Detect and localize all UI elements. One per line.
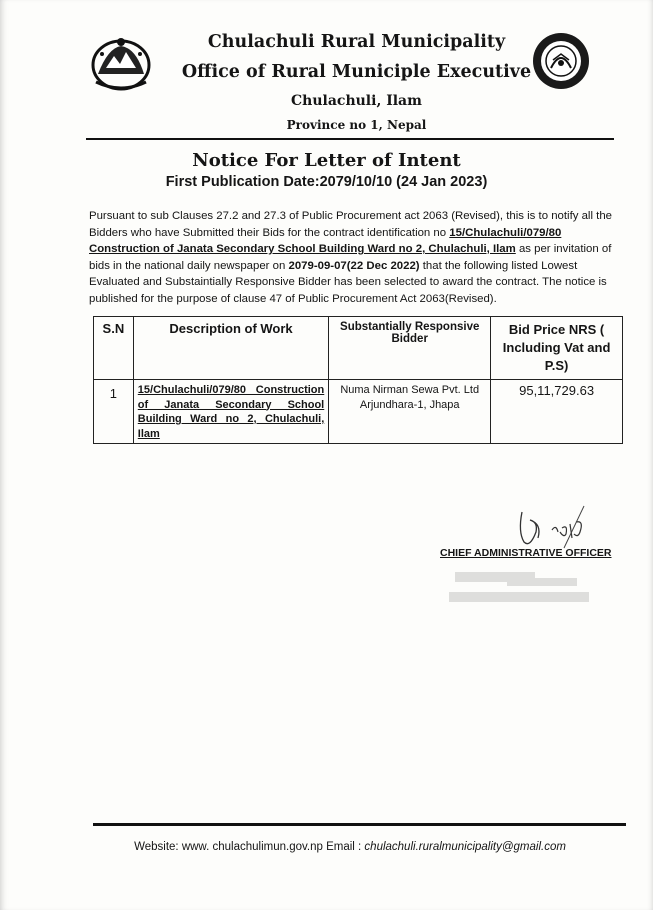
notice-body	[89, 208, 623, 307]
bidder-address: Arjundhara-1, Jhapa	[359, 399, 460, 411]
row-description: 15/Chulachuli/079/80 Construction of Janata Secondary School Building Ward no 2, Chulachuli, Ilam	[133, 380, 328, 444]
office-name: Office of Rural Municiple Executive	[181, 62, 532, 82]
notice-title: Notice For Letter of Intent	[192, 150, 461, 171]
publication-date: First Publication Date:2079/10/10 (24 Jan 2023)	[165, 174, 488, 190]
table-row	[94, 380, 623, 444]
header-sn: S.N	[94, 317, 134, 380]
body-text-2: as per invitation of bids in the national daily newspaper on	[89, 243, 612, 272]
website-label: Website:	[134, 841, 182, 853]
invitation-date: 2079-09-07(22 Dec 2022)	[288, 259, 420, 272]
municipality-name: Chulachuli Rural Municipality	[207, 32, 506, 52]
bidder-name: Numa Nirman Sewa Pvt. Ltd	[340, 384, 480, 396]
body-text-1: Pursuant to sub Clauses 27.2 and 27.3 of Public Procurement act 2063 (Revised), this is to notify all the Bidders who have Submitted their Bids for the contract identification no	[89, 210, 612, 239]
header-divider	[86, 138, 614, 140]
email-link[interactable]: chulachuli.ruralmunicipality@gmail.com	[364, 841, 566, 853]
contract-identification: 15/Chulachuli/079/80 Construction of Janata Secondary School Building Ward no 2, Chulachuli, Ilam	[89, 226, 562, 255]
faint-stamp-mark	[447, 566, 597, 610]
footer-divider	[93, 823, 626, 826]
website-link[interactable]: www. chulachulimun.gov.np	[181, 841, 323, 853]
row-sn: 1	[94, 380, 134, 444]
email-label: Email :	[322, 841, 365, 853]
office-location: Chulachuli, Ilam	[291, 93, 422, 109]
province: Province no 1, Nepal	[286, 118, 427, 132]
body-text-3: that the following listed Lowest Evaluated and Substaintially Responsive Bidder has been selected to award the contract. The notice is published for the purpose of clause 47 of Public Procurement Act 2063(Revised).	[89, 259, 607, 305]
award-table	[93, 316, 623, 444]
header-description: Description of Work	[133, 317, 328, 380]
signatory-title: CHIEF ADMINISTRATIVE OFFICER	[440, 547, 612, 559]
footer	[0, 841, 653, 853]
handwritten-signature	[508, 502, 608, 552]
header-bid-price: Bid Price NRS ( Including Vat and P.S)	[491, 317, 623, 380]
row-bidder	[329, 380, 491, 444]
header-bidder: Substantially Responsive Bidder	[329, 317, 491, 380]
row-bid-price: 95,11,729.63	[491, 380, 623, 444]
table-header-row	[94, 317, 623, 380]
